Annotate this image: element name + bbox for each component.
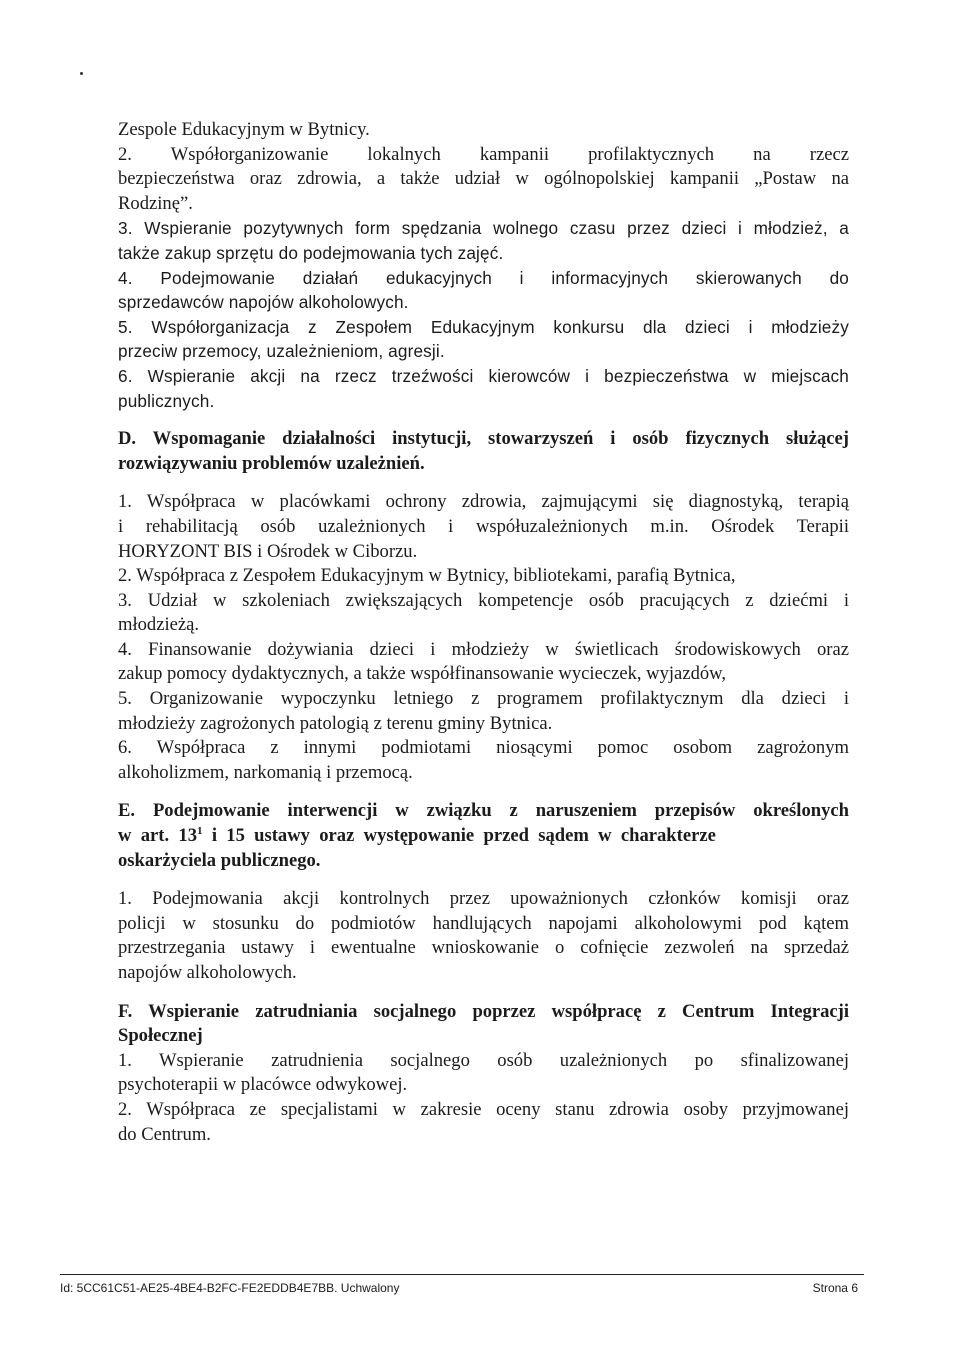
section-d <box>118 427 849 785</box>
section-heading: E. Podejmowanie interwencji w związku z naruszeniem przepisów określonych <box>118 800 849 822</box>
list-item-d5: 5. Organizowanie wypoczynku letniego z programem profilaktycznym dla dzieci i <box>118 688 849 710</box>
section-e <box>118 799 849 985</box>
list-item-c4: 4. Podejmowanie działań edukacyjnych i informacyjnych skierowanych do <box>118 267 849 288</box>
text-line: przestrzegania ustawy i ewentualne wnioskowanie o cofnięcie zezwoleń na sprzedaż <box>118 937 849 959</box>
footer-divider <box>60 1274 864 1275</box>
list-item-c6: 6. Wspieranie akcji na rzecz trzeźwości kierowców i bezpieczeństwa w miejscach <box>118 365 849 386</box>
list-item-c2: 2. Współorganizowanie lokalnych kampanii profilaktycznych na rzecz <box>118 143 849 165</box>
text-line: sprzedawców napojów alkoholowych. <box>118 292 409 313</box>
text-line: przeciw przemocy, uzależnieniom, agresji. <box>118 341 445 362</box>
text-line: bezpieczeństwa oraz zdrowia, a także udział w ogólnopolskiej kampanii „Postaw na <box>118 168 849 190</box>
list-item-c5: 5. Współorganizacja z Zespołem Edukacyjnym konkursu dla dzieci i młodzieży <box>118 316 849 337</box>
list-item-c3: 3. Wspieranie pozytywnych form spędzania wolnego czasu przez dzieci i młodzież, a <box>118 218 849 239</box>
footer-page-number: Strona 6 <box>812 1281 858 1295</box>
heading-text: i 15 ustawy oraz występowanie przed sądem w charakterze <box>202 825 716 847</box>
scan-speck <box>80 72 83 75</box>
list-item-d4: 4. Finansowanie dożywiania dzieci i młodzieży w świetlicach środowiskowych oraz <box>118 638 849 660</box>
text-line: do Centrum. <box>118 1123 211 1145</box>
section-heading: Społecznej <box>118 1025 203 1047</box>
section-c-continuation <box>118 118 849 413</box>
spacer <box>118 413 849 427</box>
list-item-d1: 1. Współpraca w placówkami ochrony zdrowia, zajmującymi się diagnostyką, terapią <box>118 491 849 513</box>
section-heading <box>118 824 849 849</box>
text-line: HORYZONT BIS i Ośrodek w Ciborzu. <box>118 540 418 562</box>
list-item-f2: 2. Współpraca ze specjalistami w zakresie oceny stanu zdrowia osoby przyjmowanej <box>118 1098 849 1120</box>
section-f <box>118 1000 849 1148</box>
list-item-f1: 1. Wspieranie zatrudnienia socjalnego osób uzależnionych po sfinalizowanej <box>118 1049 849 1071</box>
text-line: Zespole Edukacyjnym w Bytnicy. <box>118 119 370 140</box>
text-line: publicznych. <box>118 390 215 411</box>
footer-document-id: Id: 5CC61C51-AE25-4BE4-B2FC-FE2EDDB4E7BB. Uchwalony <box>60 1281 400 1295</box>
list-item-d2: 2. Współpraca z Zespołem Edukacyjnym w Bytnicy, bibliotekami, parafią Bytnica, <box>118 565 736 587</box>
text-line: młodzieżą. <box>118 614 200 636</box>
list-item-d3: 3. Udział w szkoleniach zwiększających kompetencje osób pracujących z dziećmi i <box>118 589 849 611</box>
section-heading: D. Wspomaganie działalności instytucji, stowarzyszeń i osób fizycznych służącej <box>118 428 849 450</box>
spacer <box>118 476 849 490</box>
text-line: także zakup sprzętu do podejmowania tych zajęć. <box>118 242 504 263</box>
section-heading: oskarżyciela publicznego. <box>118 849 321 871</box>
section-heading: F. Wspieranie zatrudniania socjalnego poprzez współpracę z Centrum Integracji <box>118 1000 849 1022</box>
text-line: i rehabilitacją osób uzależnionych i współuzależnionych m.in. Ośrodek Terapii <box>118 515 849 537</box>
text-line: alkoholizmem, narkomanią i przemocą. <box>118 761 413 783</box>
spacer <box>118 986 849 1000</box>
text-line: policji w stosunku do podmiotów handlujących napojami alkoholowymi pod kątem <box>118 912 849 934</box>
document-page <box>118 118 849 1147</box>
section-heading: rozwiązywaniu problemów uzależnień. <box>118 452 425 474</box>
text-line: zakup pomocy dydaktycznych, a także współfinansowanie wycieczek, wyjazdów, <box>118 663 727 685</box>
list-item-e1: 1. Podejmowania akcji kontrolnych przez upoważnionych członków komisji oraz <box>118 888 849 910</box>
text-line: młodzieży zagrożonych patologią z terenu gminy Bytnica. <box>118 712 553 734</box>
heading-text: w art. 13 <box>118 825 198 847</box>
spacer <box>118 873 849 887</box>
superscript: 1 <box>197 824 203 837</box>
list-item-d6: 6. Współpraca z innymi podmiotami niosącymi pomoc osobom zagrożonym <box>118 737 849 759</box>
spacer <box>118 785 849 799</box>
text-line: Rodzinę”. <box>118 192 193 214</box>
text-line: napojów alkoholowych. <box>118 962 297 983</box>
text-line: psychoterapii w placówce odwykowej. <box>118 1074 408 1096</box>
